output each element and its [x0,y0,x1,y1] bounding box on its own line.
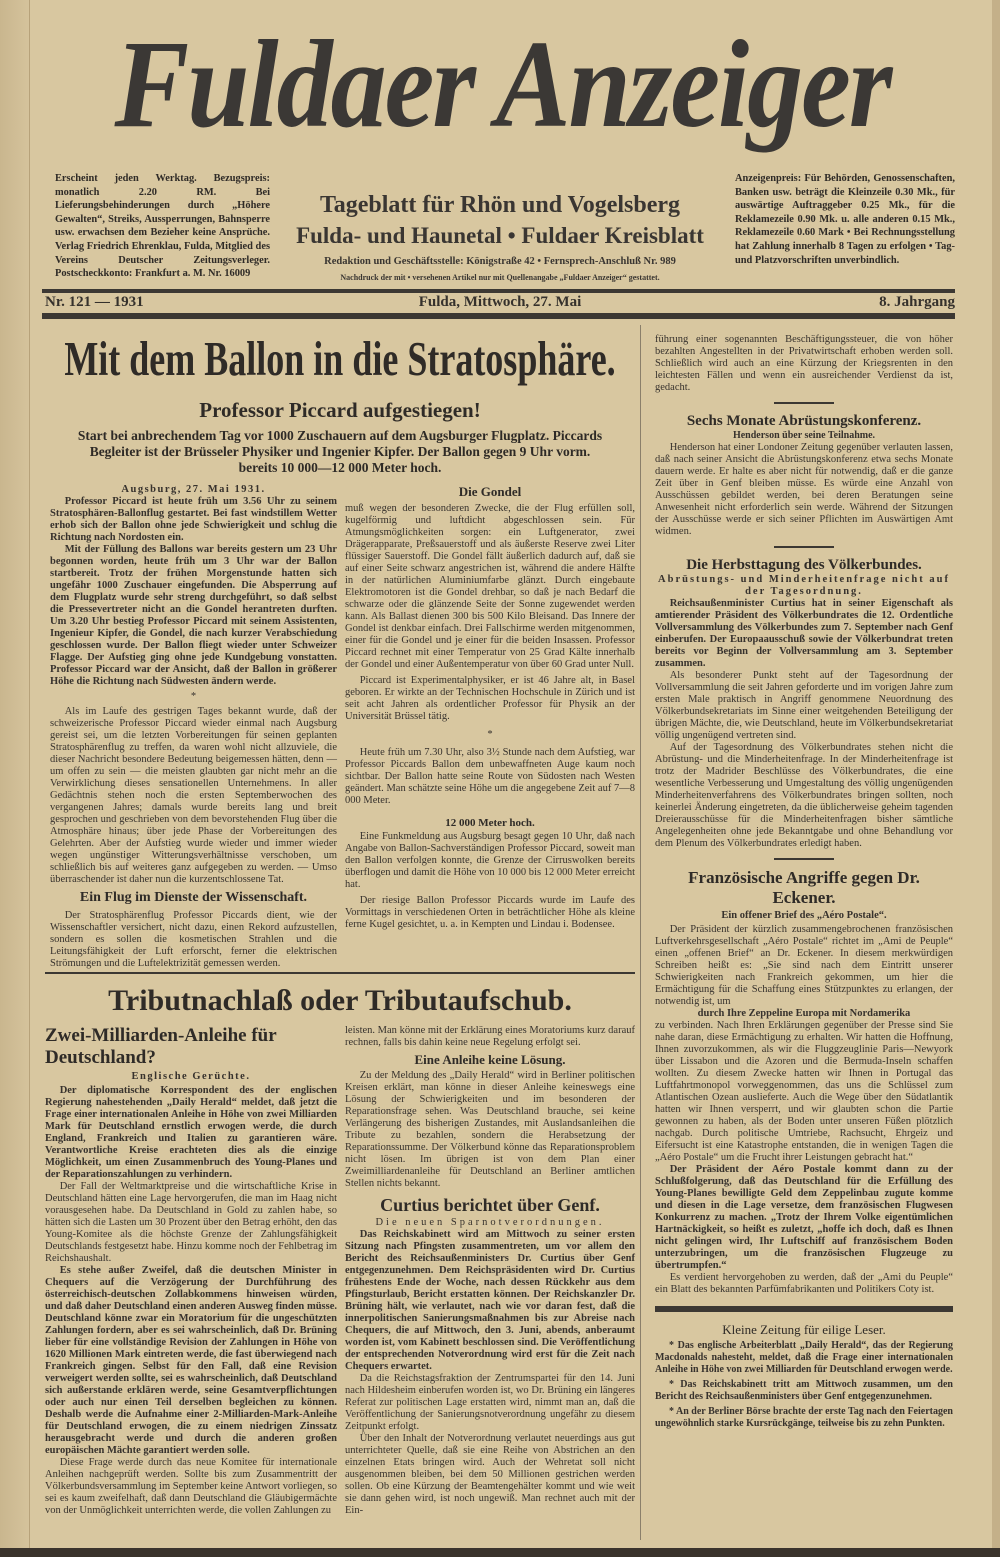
headline-tribut: Tributnachlaß oder Tributaufschub. [108,984,572,1017]
paragraph: Der diplomatische Korrespondent des der englischen Regierung nahestehenden „Daily Herald“ meldet, daß jetzt die Frage einer internationalen Anleihe in Höhe von zwei Milliarden Mark für Deutschland ernstlich erwogen werde, die durch England, Frankreich und Italien zu garantieren wäre. Verantwortliche Kreise erachteten dies als die einzige Möglichkeit, um einen Zusammenbruch des Young-Planes und der Reparationszahlungen zu verhindern. [45,1085,337,1180]
column-divider [640,325,641,1540]
paragraph: Der Präsident der kürzlich zusammengebrochenen französischen Luftverkehrsgesellschaft „Aéro Postale“ richtet im „Ami de Peuple“ einen „offenen Brief“ an Dr. Eckener. In diesem merkwürdigen Schreiben heißt es: „Sie sind nach dem Eintritt unserer Schwierigkeiten nach Frankreich gekommen, um hier die Ermächtigung für die Schaffung eines Stützpunktes zu erlangen, der notwendig ist, um [655,924,953,1007]
subhead-loesung: Eine Anleihe keine Lösung. [414,1052,566,1067]
deck-offener-brief: Ein offener Brief des „Aéro Postale“. [721,910,887,921]
adjacent-page-edge [0,0,30,1557]
tribut-column-middle [345,1025,635,1517]
headline-ballon: Mit dem Ballon in die Stratosphäre. [64,332,616,386]
paragraph: leisten. Man könne mit der Erklärung eines Moratoriums kurz darauf rechnen, falls bis dahin keine neue Regelung erfolgt sei. [345,1025,635,1048]
paragraph: Piccard ist Experimentalphysiker, er ist 46 Jahre alt, in Basel geboren. Er wirkte an der Technischen Hochschule in Zürich und ist seit acht Jahren als ordentlicher Professor für Physik an der Universität Brüssel tätig. [345,675,635,722]
paragraph: Der Präsident der Aéro Postale kommt dann zu der Schlußfolgerung, daß das Deutschland für die Erfüllung des Young-Planes bewilligte Geld dem Zeppelinbau zugute komme und diesen in die Lage versetze, dem französischen Flugwesen Konkurrenz zu machen. „Trotz der Ihrem Volke eigentümlichen Hartnäckigkeit, so heißt es zuletzt, „hoffe ich doch, daß es Ihnen nicht gelingen wird, Ihr Luftschiff auf französischem Boden unterzubringen, um die französischen Flugzeuge zu übertrumpfen.“ [655,1164,953,1271]
separator-star: * [487,729,493,740]
page-edge [992,0,1000,1557]
deck-geruechte: Englische Gerüchte. [131,1071,251,1082]
paragraph: Auf der Tagesordnung des Völkerbundrates stehen nicht die Abrüstung- und die Minderheitenfrage. In der Minderheitenfrage ist trotz der Madrider Beschlüsse des Völkerbundrates, die eine wesentliche Verbesserung und Umgestaltung des völlig ungenügenden Minderheitenverfahrens des Völkerbundrates bringen sollten, noch keinerlei Änderung eingetreten, da die üblicherweise geheim tagenden Dreierausschüsse für die Minderheitenfragen bisher sämtliche Angelegenheiten ohne jede Bekanntgabe und ohne Behandlung vor dem Plenum des Völkerbundrates erledigt haben. [655,742,953,849]
subhead-curtius: Curtius berichtet über Genf. [380,1195,600,1215]
paragraph: Das Reichskabinett wird am Mittwoch zu seiner ersten Sitzung nach Pfingsten zusammentreten, um vor allem den Bericht des Reichsaußenministers Dr. Curtius über Genf entgegenzunehmen. Dem Reichspräsidenten wird Dr. Curtius frühestens Ende der Woche, nach dessen Rückkehr aus dem Pfingsturlaub, Bericht erstatten können. Der Reichskanzler Dr. Brüning hält, wie verlautet, nach wie vor daran fest, daß die innerpolitischen Sanierungsmaßnahmen bis zur Abreise nach Chequers, die auf Mittwoch, den 3. Juni, abends, anberaumt worden ist, vom Kabinett beschlossen sind. Die Veröffentlichung der entsprechenden Notverordnung wird erst für die Zeit nach Chequers erwartet. [345,1229,635,1372]
volume: 8. Jahrgang [879,294,955,310]
subhead-science: Ein Flug im Dienste der Wissenschaft. [79,890,308,905]
section-rule [655,1306,953,1312]
paragraph: Der Fall der Weltmarktpreise und die wirtschaftliche Krise in Deutschland hätten eine Lage hervorgerufen, die man im Haag nicht vorausgesehen habe. Da Deutschland in Gold zu zahlen habe, so hätten sich die Lasten um 30 Prozent über den Betrag erhöht, den das Young-Komitee als die höchste Grenze der Zahlungsfähigkeit Deutschlands festgesetzt habe. Hinzu komme noch der Fehlbetrag im Reichshaushalt. [45,1181,337,1264]
masthead-rule [42,289,955,293]
subhead-piccard: Professor Piccard aufgestiegen! [199,398,481,422]
subhead-eckener: Französische Angriffe gegen Dr. Eckener. [688,868,920,907]
deck-henderson: Henderson über seine Teilnahme. [732,430,876,441]
paragraph: Reichsaußenminister Curtius hat in seiner Eigenschaft als amtierender Präsident des Völkerbundrates die 12. Ordentliche Vollversammlung des Völkerbundes zum 7. September nach Genf einberufen. Der Europaausschuß sowie der Völkerbundrat treten bereits vor Beginn der Vollversammlung am 3. September zusammen. [655,598,953,669]
emphasis-zeppeline: durch Ihre Zeppeline Europa mit Nordamerika [697,1008,911,1019]
paragraph: Zu der Meldung des „Daily Herald“ wird in Berliner politischen Kreisen erklärt, man könne in dieser Anleihe keineswegs eine Lösung der Schwierigkeiten und im besonderen der Reparationsfrage sehen. Was Deutschland brauche, sei keine Verlängerung des bisherigen Zustandes, mit Auslandsanleihen die Tribute zu bezahlen, sondern die Herabsetzung der Reparationssumme. Der Völkerbund könne das Reparationsproblem nicht lösen. Im übrigen ist von dem Plan einer Zweimilliardenanleihe für Deutschland an Berliner amtlichen Stellen nichts bekannt. [345,1070,635,1189]
issue-number: Nr. 121 — 1931 [45,294,144,310]
paragraph: Über den Inhalt der Notverordnung verlautet neuerdings aus gut unterrichteter Quelle, daß sie eine Reihe von Abstrichen an den einzelnen Etats bringen wird. Auch der Wehretat soll nicht ausgenommen bleiben, bei dem 50 Millionen gestrichen werden sollen. Ob eine Kürzung der Beamtengehälter kommt und wie weit sie dann gehen wird, ist noch ungewiß. Man rechnet auch mit der Ein- [345,1433,635,1516]
paragraph: muß wegen der besonderen Zwecke, die der Flug erfüllen soll, kugelförmig und luftdicht abgeschlossen sein. Für Atmungsmöglichkeiten sorgen: ein Luftgenerator, zwei Drägerapparate, Preßsauerstoff und als äußerste Reserve zwei Liter flüssiger Sauerstoff. Die Gondel fällt äußerlich dadurch auf, daß sie auf einer Seite schwarz angestrichen ist, während die andere Hälfte in der natürlichen Aluminiumfarbe glänzt. Durch eingebaute Elektromotoren ist die Gondel drehbar, so daß je nach Bedarf die schwarze oder die glänzende Seite der Sonne zugewendet werden kann. Als Ballast dienen 300 bis 500 Kilo Bleisand. Das Innere der Gondel ist denkbar einfach. Drei Fallschirme werden mitgenommen, einer für die Gondel und je einer für die beiden Insassen. Professor Piccard rechnet mit einer Temperatur von 25 Grad Kälte innerhalb der Gondel und einer Außentemperatur von über 60 Grad unter Null. [345,503,635,670]
subhead-kleine-zeitung: Kleine Zeitung für eilige Leser. [722,1322,886,1337]
paragraph: Da die Reichstagsfraktion der Zentrumspartei für den 14. Juni nach Hildesheim einberufen worden ist, wo Dr. Brüning ein längeres Referat zur politischen Lage erstatten wird, nimmt man an, daß die Veröffentlichung der Sanierungsnotverordnung ungefähr zu diesem Zeitpunkt erfolgt. [345,1373,635,1432]
paragraph: Es stehe außer Zweifel, daß die deutschen Minister in Chequers auf die Verzögerung der Durchführung des österreichisch-deutschen Zollabkommens hinweisen würden, und daß daher Deutschland einen anderen Ausweg finden müsse. Deutschland könne zwar ein Moratorium für die ungeschützten Zahlungen fordern, aber es sei wahrscheinlich, daß Dr. Brüning lieber für eine vollständige Revision der Zahlungen in Höhe von 1620 Millionen Mark eintreten werde, die fast überwiegend nach Frankreich gingen. Selbst für den Fall, daß eine Revision verweigert werden sollte, sei es wahrscheinlich, daß Deutschland sich außerstande erklären werde, seine Gesamtverpflichtungen oder auch nur einen Teil derselben begleichen zu können. Deshalb werde die Aufnahme einer 2-Milliarden-Mark-Anleihe für Deutschland erwogen, die zu einem niedrigen Zinssatz herausgebracht werde und durch die anderen großen europäischen Mächte garantiert werden solle. [45,1265,337,1456]
paragraph: führung einer sogenannten Beschäftigungssteuer, die von höher bezahlten Angestellten in der Privatwirtschaft erhoben werden soll. Schließlich wird auch an eine Kürzung der Kriegsrenten in den leichtesten Fällen und wenn ein ausreichender Verdienst da ist, gedacht. [655,334,953,393]
short-rule [774,546,834,548]
news-brief: * Das Reichskabinett tritt am Mittwoch zusammen, um den Bericht des Reichsaußenministers über Genf entgegenzunehmen. [655,1379,953,1402]
paragraph: Mit der Füllung des Ballons war bereits gestern um 23 Uhr begonnen worden, heute früh um 3 Uhr war der Ballon startbereit. Trotz der frühen Morgenstunde hatten sich ungefähr 1000 Zuschauer eingefunden. Die Absperrung auf dem Flugplatz wurde sehr streng durchgeführt, so daß selbst die Pressevertreter nicht an die Gondel herantreten durften. Um 3.20 Uhr bestieg Professor Piccard mit seinem Assistenten, Ingenieur Kipfer, die Gondel, die nach kurzer Verabschiedung geschlossen wurde. Der Ballon fliegt wieder unter Schweizer Flagge. Der Aufstieg ging ohne jede Kundgebung vonstatten. Professor Piccard war der Ansicht, daß der Ballon in größerer Höhe die Richtung nach Südwesten ändern werde. [50,544,337,687]
tribut-column-left [45,1025,337,1517]
subtitle-kreisblatt: Fulda- und Haunetal • Fuldaer Kreisblatt [296,223,704,248]
dateline-rule [42,313,955,319]
advertising-rates: Anzeigenpreis: Für Behörden, Genossenschaften, Banken usw. beträgt die Kleinzeile 0.30 Mk., für auswärtige Auftraggeber 0.25 Mk., für die Reklamezeile 0.90 Mk. u. alle anderen 0.15 Mk., Reklamezeile 0.60 Mark • Bei Rechnungsstellung hat Zahlung innerhalb 8 Tagen zu erfolgen • Tag- und Platzvorschriften unverbindlich. [735,173,955,266]
paragraph: Henderson hat einer Londoner Zeitung gegenüber verlauten lassen, daß nach seiner Ansicht die Abrüstungskonferenz etwa sechs Monate dauern werde. Er halte es aber nicht für notwendig, daß er die ganze Zeit über in Genf bleiben müsse. Es würde eine Anzahl von Ausschüssen gebildet werden, bei deren Beratungen seine Anwesenheit nicht erforderlich sein werde. Während der Sitzungen der Ausschüsse werde er sich seiner Pflichten im Auswärtigen Amt widmen. [655,442,953,537]
paragraph: zu verbinden. Nach Ihren Erklärungen gegenüber der Presse sind Sie nahe daran, diese Ermächtigung zu erhalten. Wir hatten die Hoffnung, Ihnen zuvorzukommen, als wir die Fluggzeuglinie Paris—Newyork über Lissabon und die Azoren und die Bermuda-Inseln schaffen wollten. Zu diesem Zwecke hatten wir Ihnen in Portugal das Luftfahrtmonopol vorweggenommen, das uns die Schlüssel zum Atlantischen Ozean auslieferte. Auch die Wege über den Südatlantik hatten wir Ihnen versperrt, und wir glaubten schon die Partie gewonnen zu haben, als der Boden unter unseren Füßen plötzlich nachgab. Durch politische Umtriebe, Rachsucht, Ehrgeiz und Eifersucht ist eine Katastrophe entstanden, die in wenigen Tagen die „Aéro Postale“ um die Frucht ihrer Leistungen gebracht hat.“ [655,1020,953,1163]
paragraph: Heute früh um 7.30 Uhr, also 3½ Stunde nach dem Aufstieg, war Professor Piccards Ballon dem unbewaffneten Auge kaum noch sichtbar. Der Ballon hatte seine Route von Südosten nach Westen geändert. Man schätzte seine Höhe um die angegebene Zeit auf 7—8 000 Meter. [345,747,635,806]
paragraph: Als im Laufe des gestrigen Tages bekannt wurde, daß der schweizerische Professor Piccard wieder einmal nach Augsburg gereist sei, um die letzten Vorbereitungen für seinen geplanten Stratosphärenflug zu treffen, da waren wohl nicht allzuviele, die dieser Nachricht besondere Bedeutung beigemessen hätten, denn — um offen zu sein — die meisten glaubten gar nicht mehr an die Verwirklichung dieses sensationellen Unternehmens. In aller Gedächtnis stehen noch die ersten Septemberwochen des vergangenen Jahres; damals wurde bereits lang und breit gesprochen und geschrieben von dem bevorstehenden Flug über die Atmosphäre hinaus; über jede Phase der Vorbereitungen des Gelehrten. Aber der Aufstieg wurde wieder und immer wieder wegen ungünstiger Witterungsverhältnisse verschoben, um schließlich bis auf weiteres ganz aufgegeben zu werden. — Umso überraschender ist daher nun die kurzentschlossene Tat. [50,706,337,885]
subhead-sechs-monate: Sechs Monate Abrüstungskonferenz. [686,413,922,429]
right-column [655,334,953,1430]
reprint-notice: Nachdruck der mit • versehenen Artikel nur mit Quellenangabe „Fuldaer Anzeiger“ gestattet. [340,273,660,282]
issue-date: Fulda, Mittwoch, 27. Mai [418,294,582,310]
short-rule [774,858,834,860]
dateline-augsburg: Augsburg, 27. Mai 1931. [121,484,266,495]
subtitle-tageblatt: Tageblatt für Rhön und Vogelsberg [319,192,681,218]
news-brief: * Das englische Arbeiterblatt „Daily Herald“, das der Regierung Macdonalds nahesteht, meldet, daß die Frage einer internationalen Anleihe in Höhe von zwei Milliarden für Deutschland erwogen werde. [655,1340,953,1375]
ballon-deck: Start bei anbrechendem Tag vor 1000 Zuschauern auf dem Augsburger Flugplatz. Piccards Begleiter ist der Brüsseler Physiker und Ingenier Kipfer. Der Ballon gegen 9 Uhr vorm. bereits 10 000—12 000 Meter hoch. [77,428,603,475]
paragraph: Als besonderer Punkt steht auf der Tagesordnung der Vollversammlung die seit Jahren geforderte und im vorigen Jahre zum ersten Male praktisch in Angriff genommene Neuordnung des Völkerbundsekretariats im Sinne einer weitgehenden Beteiligung der übrigen Mächte, die, wie Deutschland, heute im Völkerbundsekretariat völlig ungenügend vertreten sind. [655,670,953,741]
subscription-info: Erscheint jeden Werktag. Bezugspreis: monatlich 2.20 RM. Bei Lieferungsbehinderungen durch „Höhere Gewalten“, Streiks, Aussperrungen, Bahnsperre usw. erwachsen dem Bezieher keine Ansprüche. Verlag Friedrich Ehrenklau, Fulda, Mitglied des Vereins Deutscher Zeitungsverleger. Postscheckkonto: Frankfurt a. M. Nr. 16009 [55,173,270,280]
deck-sparnotverordnungen: Die neuen Sparnotverordnungen. [375,1217,605,1228]
paragraph: Es verdient hervorgehoben zu werden, daß der „Ami du Peuple“ ein Blatt des bekannten Parfümfabrikanten und Politikers Coty ist. [655,1272,953,1295]
editorial-address: Redaktion und Geschäftsstelle: Königstraße 42 • Fernsprech-Anschluß Nr. 989 [324,256,676,267]
masthead-title: Fuldaer Anzeiger [114,14,891,154]
news-brief: * An der Berliner Börse brachte der erste Tag nach den Feiertagen ungewöhnlich starke Kursrückgänge, teilweise bis zu zehn Punkten. [655,1406,953,1429]
ballon-column-middle [345,484,635,931]
subhead-gondel: Die Gondel [458,484,522,499]
short-rule [774,402,834,404]
section-rule [45,972,635,974]
paragraph: Professor Piccard ist heute früh um 3.56 Uhr zu seinem Stratosphären-Ballonflug gestartet. Bei fast windstillem Wetter erhob sich der Ballon ohne jede Schwierigkeit und schlug die Richtung nach Nordosten ein. [50,496,337,543]
deck-abruestung: Abrüstungs- und Minderheitenfrage nicht auf der Tagesordnung. [658,574,950,597]
subhead-anleihe: Zwei-Milliarden-Anleihe für Deutschland? [45,1025,277,1068]
subhead-herbsttagung: Die Herbsttagung des Völkerbundes. [686,557,922,573]
subhead-12000: 12 000 Meter hoch. [445,817,535,829]
ballon-column-left [50,484,337,970]
paragraph: Der Stratosphärenflug Professor Piccards dient, wie der Wissenschaftler versichert, nicht dazu, einen Rekord aufzustellen, sondern es sollen die kosmetischen Strahlen und die Leitungsfähigkeit der Luft erforscht, ferner die elektrischen Strömungen und die Luftelektrizität gemessen werden. [50,910,337,969]
paragraph: Eine Funkmeldung aus Augsburg besagt gegen 10 Uhr, daß nach Angabe von Ballon-Sachverständigen Professor Piccard, soweit man den Ballon verfolgen konnte, die Grenze der Cirruswolken bereits überflogen und damit die Höhe von 10 000 bis 12 000 Meter erreicht hat. [345,831,635,890]
paragraph: Der riesige Ballon Professor Piccards wurde im Laufe des Vormittags in verschiedenen Orten in beträchtlicher Höhe als kleine ferne Kugel gesichtet, u. a. in Kempten und Lindau i. Bodensee. [345,895,635,930]
scan-bottom-edge [0,1548,1000,1557]
separator-star: * [190,691,197,702]
paragraph: Diese Frage werde durch das neue Komitee für internationale Anleihen nachgeprüft werden. Sollte bis zum Zusammentritt der Völkerbundsversammlung im September keine Antwort vorliegen, so sei es kaum zweifelhaft, daß dann Deutschland die Gläubigermächte von der Unmöglichkeit unterrichten werde, die vollen Zahlungen zu [45,1457,337,1516]
